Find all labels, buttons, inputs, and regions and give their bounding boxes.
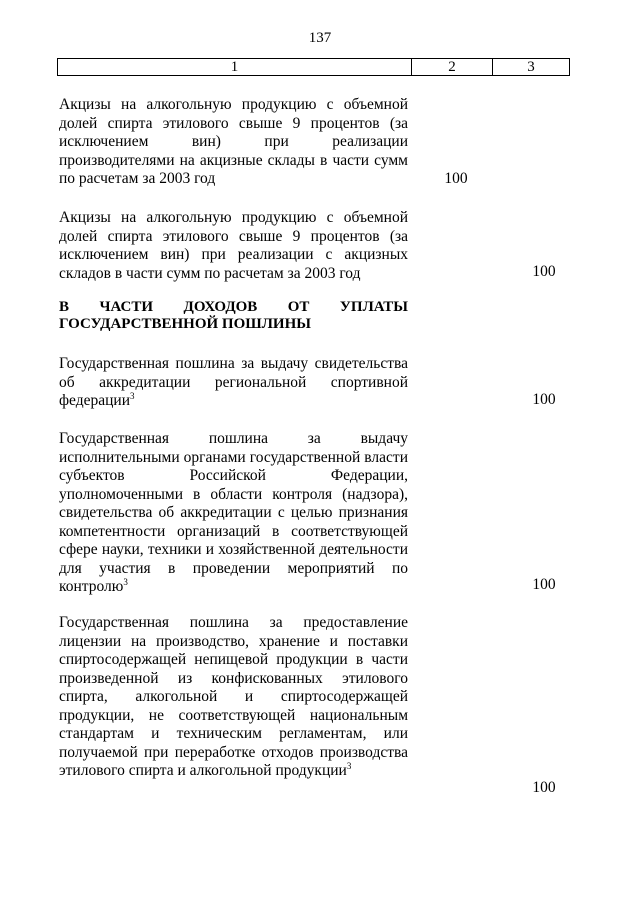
row-value-col3: 100 (532, 576, 556, 593)
row-description: Государственная пошлина за предоставление лицензии на производство, хранение и поставки спиртосодержащей непищевой продукции в части произведенной из конфискованных этилового спирта, алкогольной и спиртосодержащей продукции, не соответствующей национальным стандартам и техническим регламентам, или получаемой при переработке отходов производства этилового спирта и алкогольной продукции$^3$ (59, 614, 408, 779)
row-description: Акцизы на алкогольную продукцию с объемной долей спирта этилового свыше 9 процентов (за исключением вин) при реализации производителями на акцизные склады в части сумм по расчетам за 2003 год (59, 96, 408, 187)
section-heading (59, 299, 408, 333)
row-description: Государственная пошлина за выдачу свидетельства об аккредитации региональной спортивной федерации$^3$ (59, 355, 408, 409)
row-value-col2: 100 (444, 170, 468, 187)
table-row (59, 355, 408, 411)
row-description: Государственная пошлина за выдачу исполнительными органами государственной власти субъектов Российской Федерации, уполномоченными в области контроля (надзора), свидетельства об аккредитации с целью признания компетентности организаций в соответствующей сфере науки, техники и хозяйственной деятельности для участия в проведении мероприятий по контролю$^3$ (59, 430, 408, 595)
column-header-2: 2 (412, 59, 493, 75)
row-description: Акцизы на алкогольную продукцию с объемной долей спирта этилового свыше 9 процентов (за исключением вин) при реализации с акцизных складов в части сумм по расчетам за 2003 год (59, 209, 408, 282)
row-value-col3: 100 (532, 263, 556, 280)
table-row (59, 209, 408, 283)
page-number: 137 (308, 30, 332, 46)
row-value-col3: 100 (532, 391, 556, 408)
footnote-marker: 3 (123, 577, 128, 587)
column-header-row (57, 58, 570, 76)
row-value-col3: 100 (532, 779, 556, 796)
column-header-1: 1 (58, 59, 412, 75)
section-heading-text: В ЧАСТИ ДОХОДОВ ОТ УПЛАТЫ ГОСУДАРСТВЕННОЙ ПОШЛИНЫ (59, 299, 408, 332)
table-row (59, 96, 408, 189)
table-row (59, 614, 408, 781)
footnote-marker: 3 (130, 391, 135, 401)
footnote-marker: 3 (346, 761, 352, 771)
table-row (59, 430, 408, 597)
column-header-3: 3 (527, 59, 535, 75)
